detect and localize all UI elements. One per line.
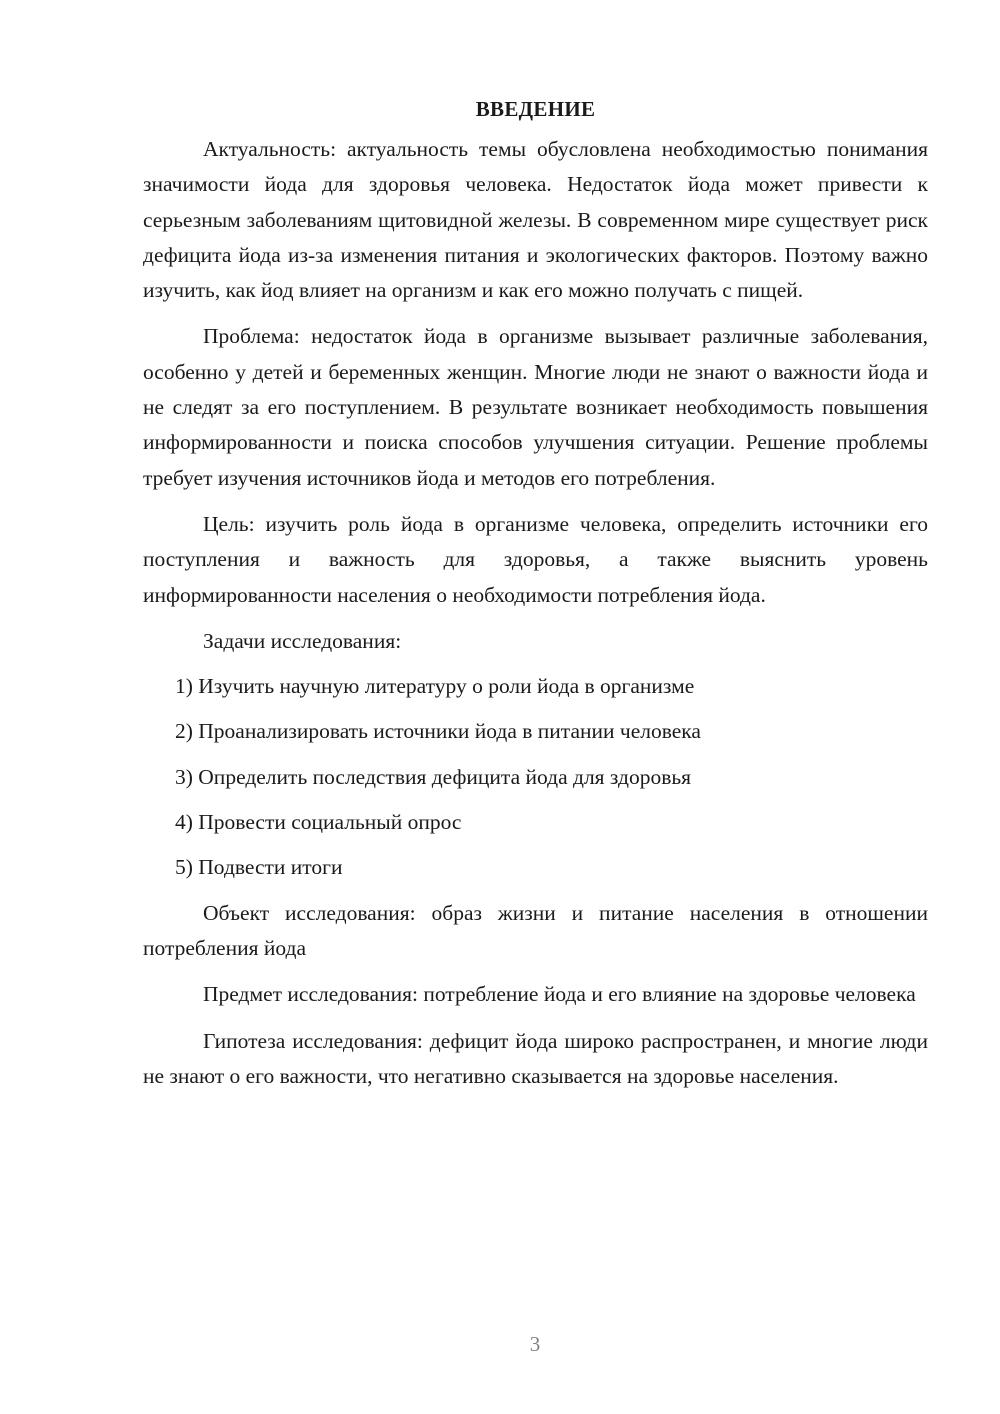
problem-paragraph: Проблема: недостаток йода в организме вызывает различные заболевания, особенно у детей и беременных женщин. Многие люди не знают о важности йода и не следят за его поступлением. В результате возникает необходимость повышения информированности и поиска способов улучшения ситуации. Решение проблемы требует изучения источников йода и методов его потребления. xyxy=(143,324,928,490)
task-item: 4) Провести социальный опрос xyxy=(175,810,462,835)
tasks-heading: Задачи исследования: xyxy=(203,628,402,653)
subject-paragraph: Предмет исследования: потребление йода и его влияние на здоровье человека xyxy=(203,982,916,1007)
hypothesis-paragraph: Гипотеза исследования: дефицит йода широко распространен, и многие люди не знают о его важности, что негативно сказывается на здоровье населения. xyxy=(143,1028,928,1088)
tasks-list xyxy=(143,669,928,885)
goal-paragraph: Цель: изучить роль йода в организме человека, определить источники его поступления и важность для здоровья, а также выяснить уровень информированности населения о необходимости потребления йода. xyxy=(143,511,928,607)
page-number: 3 xyxy=(529,1332,541,1356)
page-title: ВВЕДЕНИЕ xyxy=(475,97,596,121)
task-item: 3) Определить последствия дефицита йода для здоровья xyxy=(175,764,692,789)
document-page xyxy=(143,92,928,1105)
task-item: 2) Проанализировать источники йода в питании человека xyxy=(175,719,701,744)
task-item: 5) Подвести итоги xyxy=(175,855,343,880)
relevance-paragraph: Актуальность: актуальность темы обусловлена необходимостью понимания значимости йода для здоровья человека. Недостаток йода может привести к серьезным заболеваниям щитовидной железы. В современном мире существует риск дефицита йода из-за изменения питания и экологических факторов. Поэтому важно изучить, как йод влияет на организм и как его можно получать с пищей. xyxy=(143,137,928,303)
task-item: 1) Изучить научную литературу о роли йода в организме xyxy=(175,674,695,699)
object-paragraph: Объект исследования: образ жизни и питание населения в отношении потребления йода xyxy=(143,900,928,960)
